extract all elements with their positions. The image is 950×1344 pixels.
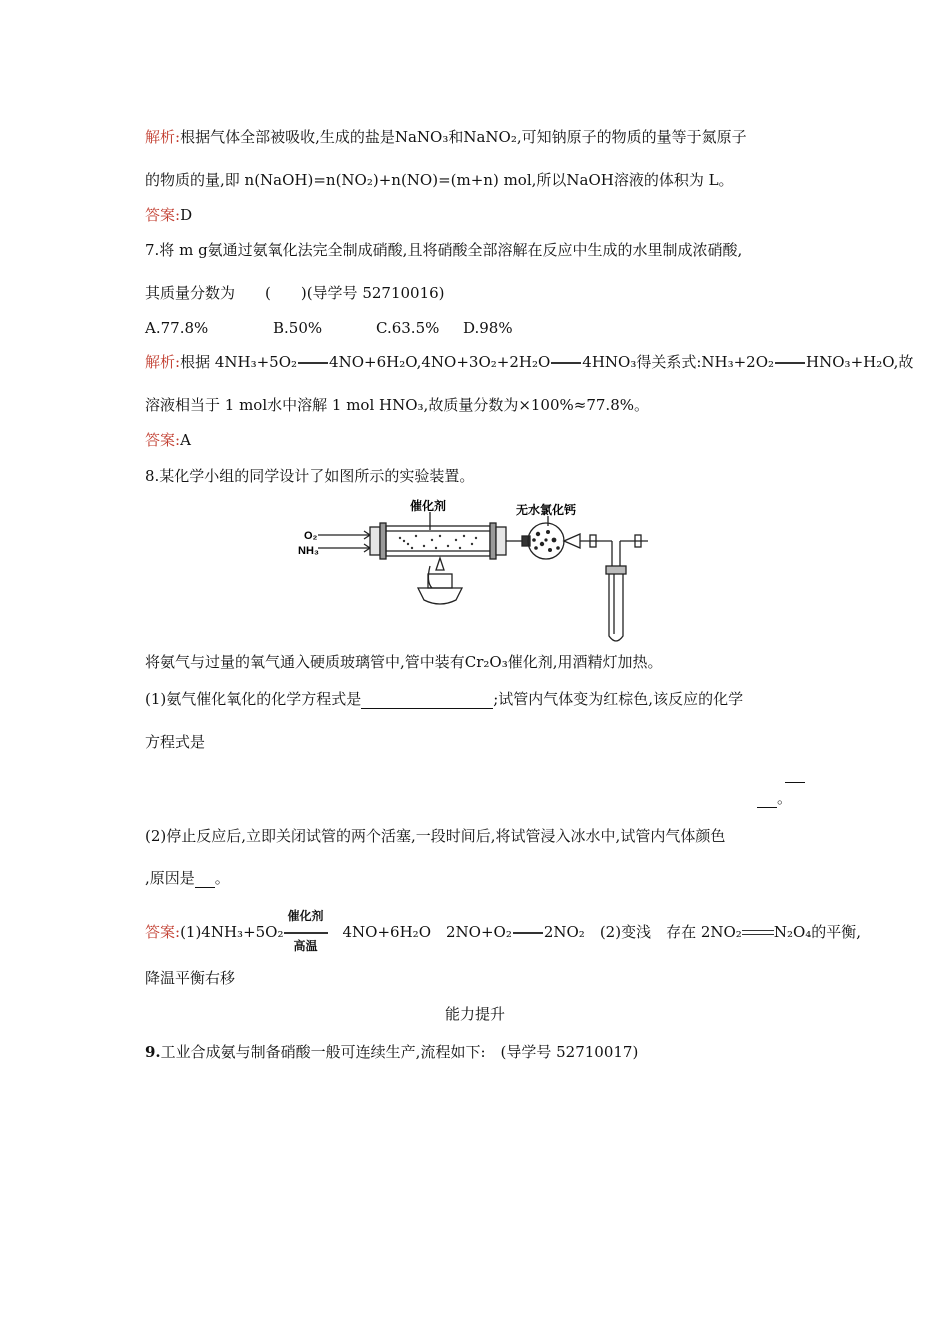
question-text: ;试管内气体变为红棕色,该反应的化学	[493, 690, 744, 708]
answer-label: 答案:	[145, 206, 181, 224]
q7-stem-line2: 其质量分数为 ( )(导学号 52710016)	[145, 284, 445, 302]
condition-catalyst: 催化剂	[287, 909, 324, 923]
q6-analysis-line2: 的物质的量,即 n(NaOH)=n(NO₂)+n(NO)=(m+n) mol,所以NaOH溶液的体积为 L。	[145, 171, 734, 189]
analysis-text: 根据气体全部被吸收,生成的盐是NaNO₃和NaNO₂,可知钠原子的物质的量等于氮原子	[180, 128, 747, 146]
q7-answer	[145, 430, 191, 450]
answer-text: 4NO+6H₂O 2NO+O₂	[342, 923, 512, 941]
o2-label: O₂	[304, 530, 318, 542]
q9-stem	[145, 1042, 638, 1062]
answer-label: 答案:	[145, 431, 181, 449]
answer-text: N₂O₄的平衡,	[773, 923, 862, 941]
answer-blank[interactable]	[757, 793, 777, 808]
answer-blank[interactable]	[361, 694, 493, 709]
q8-description: 将氨气与过量的氧气通入硬质玻璃管中,管中装有Cr₂O₃催化剂,用酒精灯加热。	[145, 653, 663, 671]
section-title: 能力提升	[444, 1005, 505, 1023]
q8-stem: 8.某化学小组的同学设计了如图所示的实验装置。	[145, 467, 475, 485]
question-text: (1)氨气催化氧化的化学方程式是	[145, 690, 362, 708]
q6-answer	[145, 205, 192, 225]
period: 。	[777, 789, 793, 807]
answer-value: D	[180, 206, 193, 224]
answer-blank[interactable]	[785, 768, 805, 783]
condition-high-temp: 高温	[293, 939, 318, 953]
option-b: B.50%	[273, 319, 323, 337]
answer-text: 2NO₂ (2)变浅 存在 2NO₂	[543, 923, 742, 941]
question-number: 9.	[145, 1043, 161, 1061]
drying-agent-label: 无水氯化钙	[516, 503, 577, 517]
answer-label: 答案:	[145, 923, 181, 941]
option-d: D.98%	[463, 319, 513, 337]
answer-text: (1)4NH₃+5O₂	[180, 923, 284, 941]
analysis-label: 解析:	[145, 128, 181, 146]
reversible-arrow	[742, 929, 774, 937]
q7-stem-line1: 7.将 m g氨通过氨氧化法完全制成硝酸,且将硝酸全部溶解在反应中生成的水里制成浓硝酸,	[145, 241, 743, 259]
catalyst-label: 催化剂	[410, 499, 447, 513]
q8-part1-end	[757, 788, 792, 808]
option-a: A.77.8%	[145, 319, 209, 337]
q8-answer-line1	[145, 909, 862, 953]
equals-sign	[775, 362, 805, 364]
q7-options	[145, 318, 513, 338]
nh3-label: NH₃	[298, 545, 319, 557]
q8-part2-line2	[145, 868, 230, 888]
period: 。	[214, 869, 230, 887]
equation-part: HNO₃+H₂O,故	[806, 353, 914, 371]
question-text: 工业合成氨与制备硝酸一般可连续生产,流程如下: (导学号 52710017)	[160, 1043, 639, 1061]
q8-part1-line2: 方程式是	[145, 733, 206, 751]
apparatus-figure	[290, 496, 660, 646]
equals-sign	[298, 362, 328, 364]
q7-analysis-line2: 溶液相当于 1 mol水中溶解 1 mol HNO₃,故质量分数为×100%≈77.8%。	[145, 396, 649, 414]
q8-part1-line1	[145, 689, 743, 709]
equals-sign	[513, 932, 543, 934]
option-c: C.63.5%	[376, 319, 440, 337]
answer-blank[interactable]	[195, 873, 215, 888]
apparatus-diagram	[290, 496, 660, 646]
q8-answer-line2: 降温平衡右移	[145, 969, 236, 987]
equals-sign	[551, 362, 581, 364]
answer-value: A	[180, 431, 191, 449]
q7-analysis-line1	[145, 352, 913, 372]
q6-analysis-line1	[145, 127, 747, 147]
analysis-label: 解析:	[145, 353, 181, 371]
equation-part: 根据 4NH₃+5O₂	[180, 353, 298, 371]
equation-part: 4HNO₃得关系式:NH₃+2O₂	[582, 353, 775, 371]
equals-sign	[284, 932, 328, 934]
question-text: ,原因是	[145, 869, 195, 887]
q8-part2-line1: (2)停止反应后,立即关闭试管的两个活塞,一段时间后,将试管浸入冰水中,试管内气体颜色	[145, 827, 726, 845]
equation-part: 4NO+6H₂O,4NO+3O₂+2H₂O	[329, 353, 551, 371]
reaction-condition	[284, 909, 328, 953]
